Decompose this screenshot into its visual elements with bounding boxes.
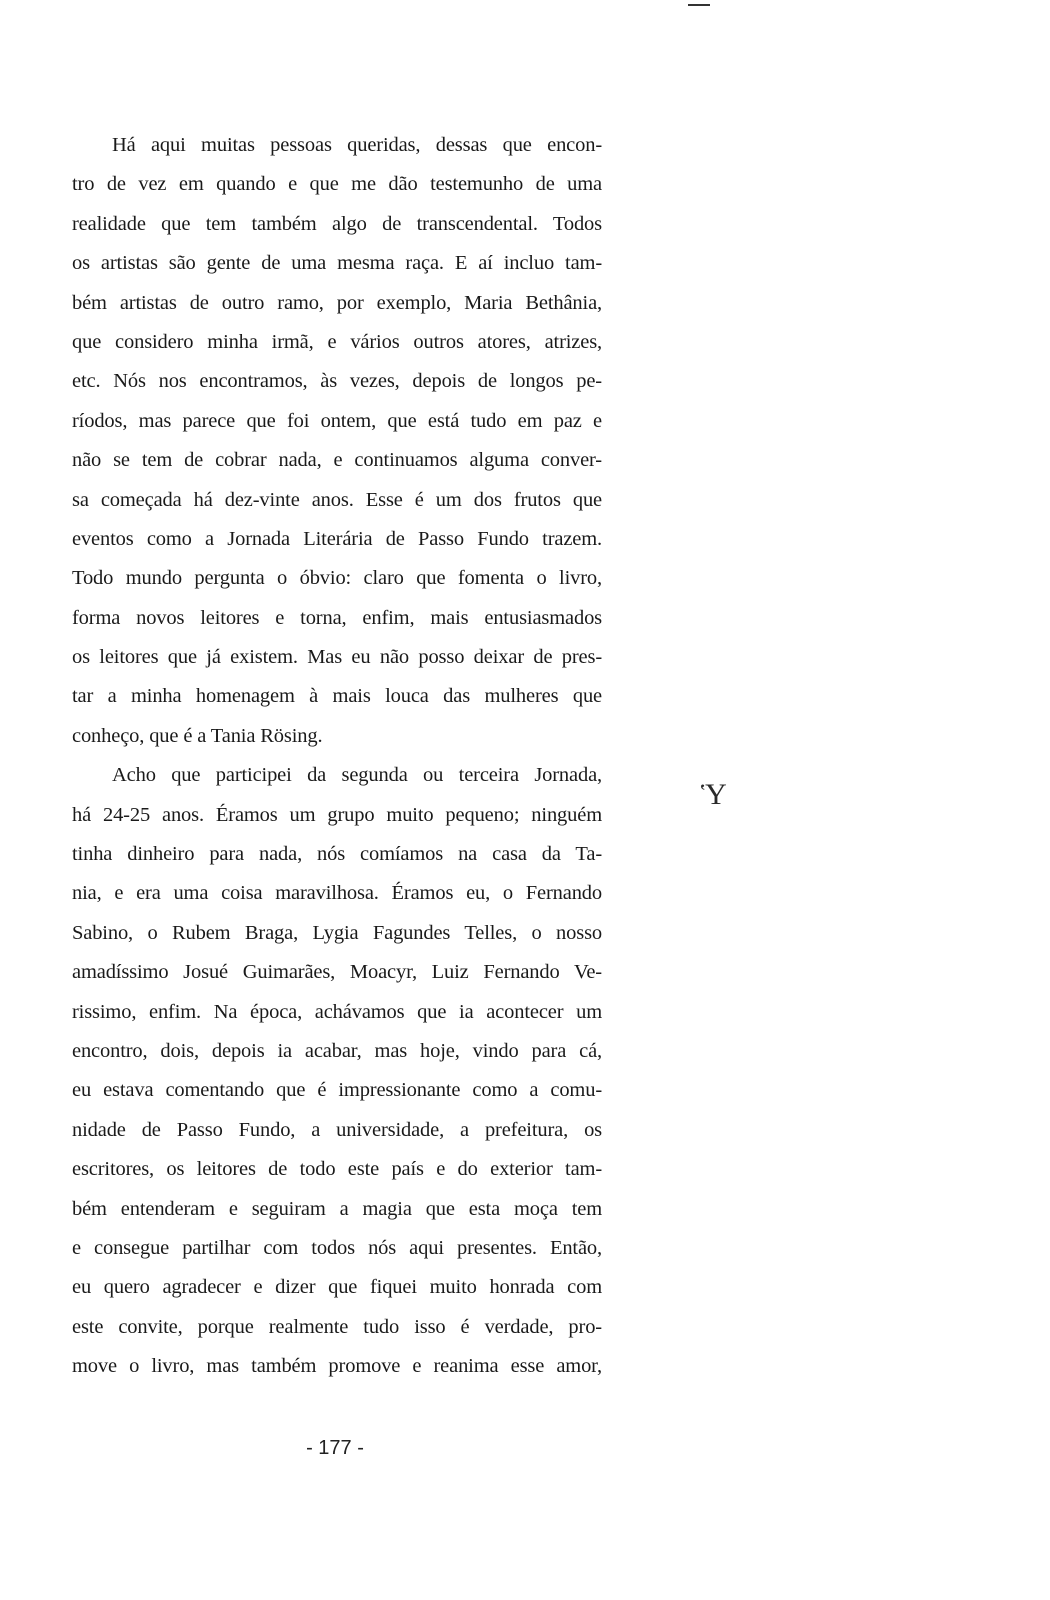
text-line: encontro, dois, depois ia acabar, mas hoje, vindo para cá, (72, 1039, 602, 1062)
page-number: - 177 - (306, 1437, 364, 1459)
text-line: conheço, que é a Tania Rösing. (72, 724, 323, 747)
text-line: Sabino, o Rubem Braga, Lygia Fagundes Telles, o nosso (72, 921, 602, 944)
text-line: Há aqui muitas pessoas queridas, dessas que encon- (112, 134, 602, 156)
text-line: bém entenderam e seguiram a magia que esta moça tem (72, 1197, 602, 1220)
text-line: que considero minha irmã, e vários outros atores, atrizes, (72, 330, 602, 353)
text-line: rissimo, enfim. Na época, achávamos que ia acontecer um (72, 1000, 602, 1023)
text-line: sa começada há dez-vinte anos. Esse é um dos frutos que (72, 488, 602, 511)
text-line: há 24-25 anos. Éramos um grupo muito pequeno; ninguém (72, 803, 602, 826)
text-line: escritores, os leitores de todo este país e do exterior tam- (72, 1158, 602, 1181)
text-line: eu estava comentando que é impressionante como a comu- (72, 1079, 602, 1102)
text-line: forma novos leitores e torna, enfim, mais entusiasmados (72, 606, 602, 629)
text-line: move o livro, mas também promove e reanima esse amor, (72, 1355, 602, 1378)
text-line: não se tem de cobrar nada, e continuamos alguma conver- (72, 449, 602, 472)
text-line: nia, e era uma coisa maravilhosa. Éramos eu, o Fernando (72, 882, 602, 905)
text-line: eu quero agradecer e dizer que fiquei muito honrada com (72, 1276, 602, 1299)
text-line: os artistas são gente de uma mesma raça. E aí incluo tam- (72, 252, 602, 275)
text-line: este convite, porque realmente tudo isso é verdade, pro- (72, 1315, 602, 1338)
margin-smudge-mark: Ὑ (701, 778, 727, 811)
text-line: etc. Nós nos encontramos, às vezes, depois de longos pe- (72, 370, 602, 393)
text-line: tro de vez em quando e que me dão testemunho de uma (72, 173, 602, 196)
text-line: Todo mundo pergunta o óbvio: claro que fomenta o livro, (72, 567, 602, 590)
text-line: e consegue partilhar com todos nós aqui presentes. Então, (72, 1236, 602, 1259)
paragraph (72, 756, 602, 1386)
text-line: bém artistas de outro ramo, por exemplo, Maria Bethânia, (72, 291, 602, 314)
text-line: eventos como a Jornada Literária de Passo Fundo trazem. (72, 527, 602, 550)
text-line: nidade de Passo Fundo, a universidade, a prefeitura, os (72, 1118, 602, 1141)
text-line: os leitores que já existem. Mas eu não posso deixar de pres- (72, 646, 602, 669)
text-line: tar a minha homenagem à mais louca das mulheres que (72, 685, 602, 708)
page-edge-mark (688, 4, 710, 6)
text-line: Acho que participei da segunda ou terceira Jornada, (112, 764, 602, 787)
body-text (72, 126, 602, 1387)
text-line: amadíssimo Josué Guimarães, Moacyr, Luiz Fernando Ve- (72, 961, 602, 984)
text-line: tinha dinheiro para nada, nós comíamos na casa da Ta- (72, 843, 602, 866)
text-line: ríodos, mas parece que foi ontem, que está tudo em paz e (72, 409, 602, 432)
paragraph (72, 126, 602, 756)
text-line: realidade que tem também algo de transcendental. Todos (72, 212, 602, 235)
